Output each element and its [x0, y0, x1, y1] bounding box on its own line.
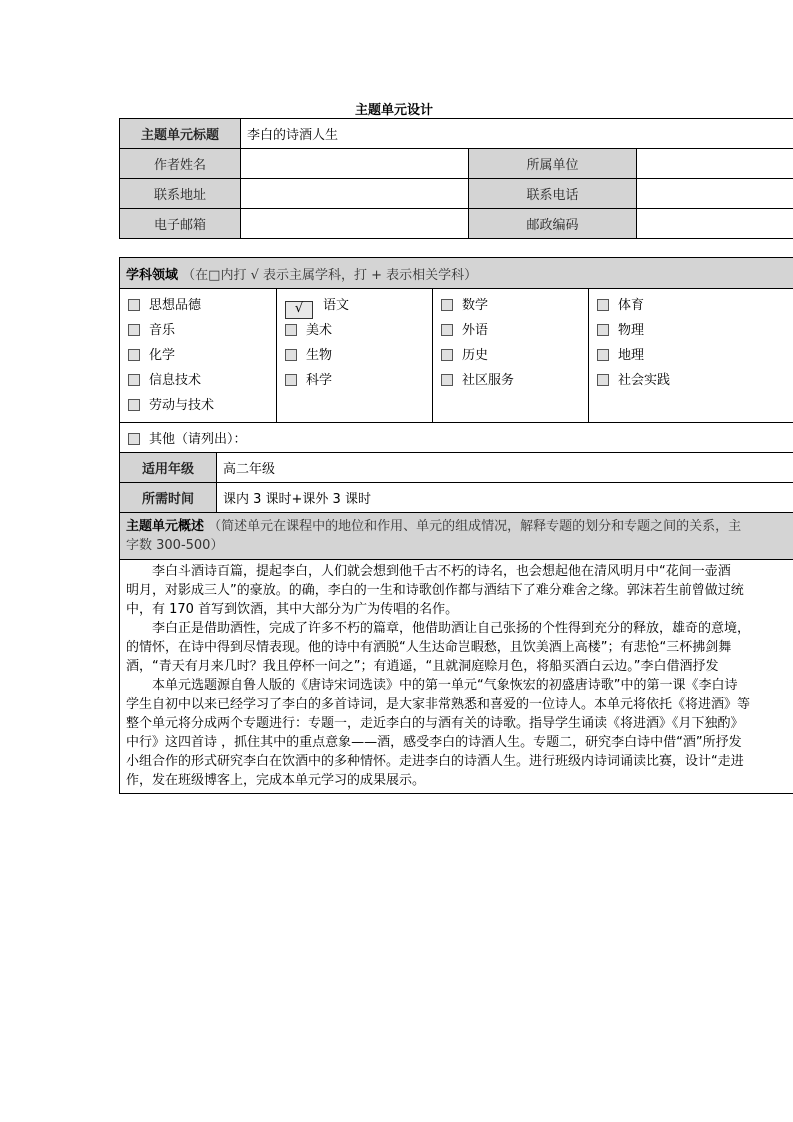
overview-line: 学生自初中以来已经学习了李白的多首诗词，是大家非常熟悉和喜爱的一位诗人。本单元将依托《将进酒》等 — [126, 697, 751, 712]
subject-option[interactable]: 劳动与技术 — [128, 393, 268, 418]
overview-line: 小组合作的形式研究李白在饮酒中的多种情怀。走进李白的诗酒人生。进行班级内诗词诵读比赛，设计“走进 — [126, 754, 744, 769]
subject-column-1 — [120, 289, 277, 423]
document-title: 主题单元设计 — [355, 103, 434, 118]
overview-line: 整个单元将分成两个专题进行：专题一，走近李白的与酒有关的诗歌。指导学生诵读《将进酒》《月下独酌》 — [126, 716, 744, 731]
subject-column-3 — [433, 289, 589, 423]
theme-title-label: 主题单元标题 — [120, 119, 241, 149]
checkbox-icon[interactable] — [597, 374, 609, 386]
checkbox-icon[interactable] — [128, 324, 140, 336]
address-field[interactable] — [241, 179, 469, 209]
checkbox-icon[interactable] — [597, 299, 609, 311]
checkbox-icon[interactable] — [441, 349, 453, 361]
overview-line: 李白正是借助酒性，完成了许多不朽的篇章，他借助酒让自己张扬的个性得到充分的释放，雄奇的意境， — [126, 621, 751, 636]
overview-line: 中，有 170 首写到饮酒，其中大部分为广为传唱的名作。 — [126, 602, 459, 617]
checkbox-icon[interactable] — [597, 349, 609, 361]
subject-option[interactable]: 化学 — [128, 343, 268, 368]
postcode-label: 邮政编码 — [469, 209, 637, 239]
email-field[interactable] — [241, 209, 469, 239]
subject-area-note: （在□内打 √ 表示主属学科，打 + 表示相关学科） — [182, 267, 478, 283]
overview-line: 中行》这四首诗 ，抓住其中的重点意象——酒，感受李白的诗酒人生。专题二，研究李白诗中借“酒”所抒发 — [126, 735, 742, 750]
overview-line: 酒，“青天有月来几时？我且停杯一问之”；有逍遥，“且就洞庭赊月色，将船买酒白云边。”李白借酒抒发 — [126, 659, 719, 674]
other-subject-label: 其他（请列出）： — [149, 432, 247, 447]
overview-line: 本单元选题源自鲁人版的《唐诗宋词选读》中的第一单元“气象恢宏的初盛唐诗歌”中的第一课《李白诗 — [126, 678, 738, 693]
affiliation-label: 所属单位 — [469, 149, 637, 179]
overview-line: 的情怀，在诗中得到尽情表现。他的诗中有洒脱“人生达命岂暇愁，且饮美酒上高楼”；有悲怆“三杯拂剑舞 — [126, 640, 732, 655]
checkbox-icon[interactable] — [128, 399, 140, 411]
subject-option[interactable]: 社会实践 — [597, 368, 791, 393]
subject-area-label: 学科领域 — [126, 267, 179, 283]
overview-line: 明月，对影成三人”的豪放。的确，李白的一生和诗歌创作都与酒结下了难分难舍之缘。郭沫若生前曾做过统 — [126, 583, 744, 598]
postcode-field[interactable] — [637, 209, 793, 239]
overview-header — [120, 513, 793, 560]
theme-title-field[interactable]: 李白的诗酒人生 — [241, 119, 793, 149]
checkbox-icon[interactable] — [128, 349, 140, 361]
checkbox-icon[interactable] — [597, 324, 609, 336]
subject-column-4 — [589, 289, 793, 423]
subject-option[interactable]: 美术 — [285, 318, 424, 343]
checkbox-icon[interactable] — [128, 433, 140, 445]
grade-label: 适用年级 — [120, 453, 217, 483]
phone-field[interactable] — [637, 179, 793, 209]
overview-note: （简述单元在课程中的地位和作用、单元的组成情况，解释专题的划分和专题之间的关系，主 — [208, 519, 742, 534]
grade-field[interactable]: 高二年级 — [217, 453, 793, 483]
subject-option[interactable]: 音乐 — [128, 318, 268, 343]
subject-area-header — [120, 258, 793, 289]
subject-column-2 — [277, 289, 433, 423]
overview-line: 作，发在班级博客上，完成本单元学习的成果展示。 — [126, 773, 426, 788]
subject-option[interactable]: 外语 — [441, 318, 580, 343]
subject-option[interactable]: 历史 — [441, 343, 580, 368]
time-label: 所需时间 — [120, 483, 217, 513]
overview-note-wordcount: 字数 300-500） — [126, 538, 224, 553]
checkbox-icon[interactable] — [128, 374, 140, 386]
subject-option[interactable]: 地理 — [597, 343, 791, 368]
phone-label: 联系电话 — [469, 179, 637, 209]
checkbox-icon[interactable] — [285, 349, 297, 361]
overview-line: 李白斗酒诗百篇，提起李白，人们就会想到他千古不朽的诗名，也会想起他在清风明月中“花间一壶酒 — [126, 564, 731, 579]
subject-option[interactable]: 科学 — [285, 368, 424, 393]
address-label: 联系地址 — [120, 179, 241, 209]
subject-option[interactable]: 生物 — [285, 343, 424, 368]
author-name-label: 作者姓名 — [120, 149, 241, 179]
checkbox-icon[interactable] — [441, 374, 453, 386]
checkbox-icon[interactable] — [285, 324, 297, 336]
other-subject-row[interactable] — [120, 423, 793, 453]
checkbox-icon[interactable] — [441, 299, 453, 311]
checkbox-icon[interactable] — [128, 299, 140, 311]
author-name-field[interactable] — [241, 149, 469, 179]
subject-option-chinese[interactable]: √ 语文 — [285, 293, 424, 318]
checkbox-icon[interactable] — [285, 374, 297, 386]
basic-info-table — [119, 118, 793, 239]
email-label: 电子邮箱 — [120, 209, 241, 239]
subject-option[interactable]: 社区服务 — [441, 368, 580, 393]
overview-label: 主题单元概述 — [126, 519, 205, 534]
subject-option[interactable]: 体育 — [597, 293, 791, 318]
checkbox-icon[interactable] — [441, 324, 453, 336]
overview-body[interactable] — [120, 560, 793, 794]
unit-details-table — [119, 257, 793, 794]
subject-option[interactable]: 思想品德 — [128, 293, 268, 318]
affiliation-field[interactable] — [637, 149, 793, 179]
subject-option[interactable]: 物理 — [597, 318, 791, 343]
subject-option[interactable]: 信息技术 — [128, 368, 268, 393]
subject-option[interactable]: 数学 — [441, 293, 580, 318]
time-field[interactable]: 课内 3 课时+课外 3 课时 — [217, 483, 793, 513]
checked-checkbox-icon[interactable]: √ — [285, 301, 313, 319]
